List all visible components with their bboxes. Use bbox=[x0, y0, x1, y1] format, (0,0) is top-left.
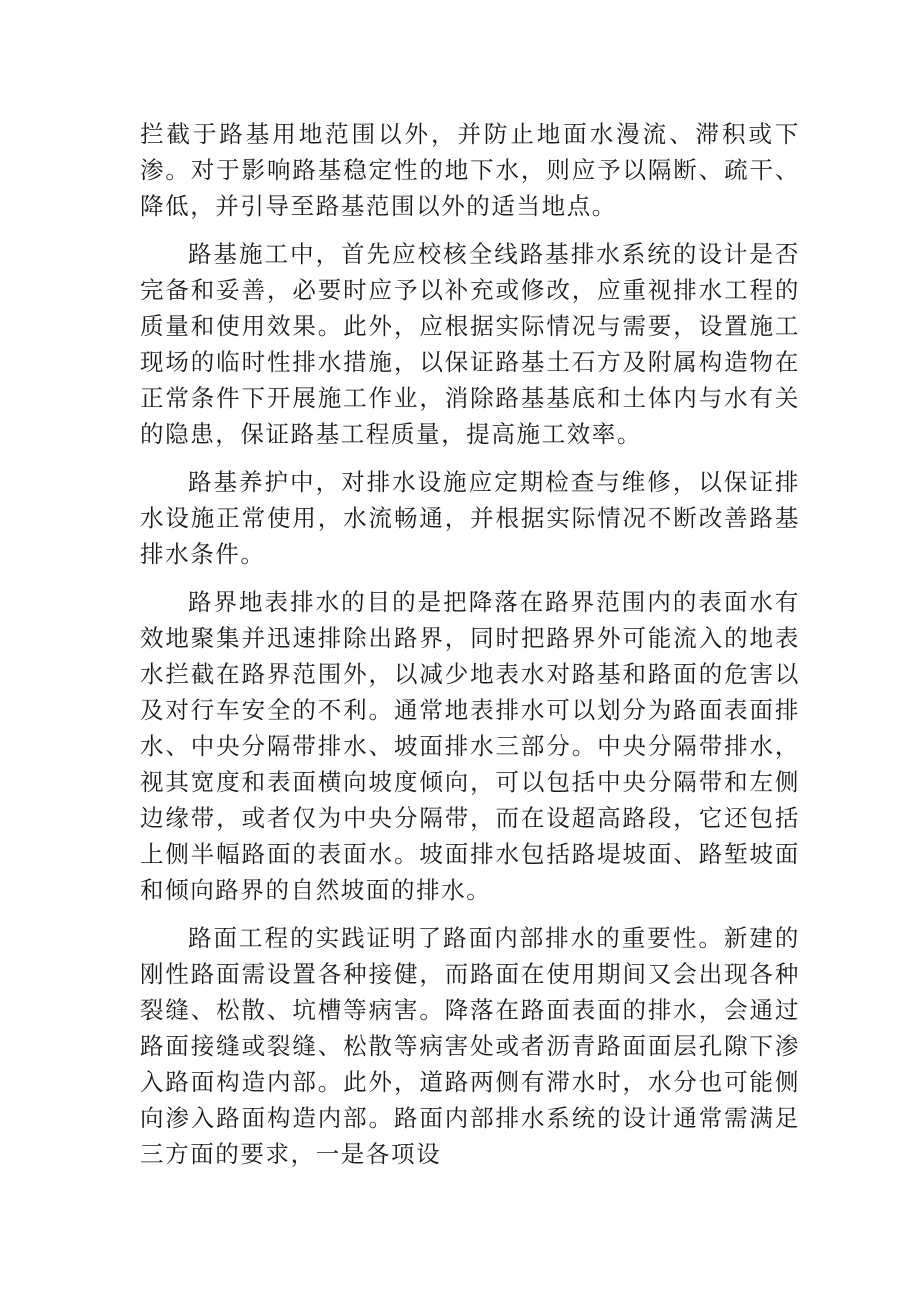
paragraph-1: 拦截于路基用地范围以外，并防止地面水漫流、滞积或下渗。对于影响路基稳定性的地下水，则应予以隔断、疏干、降低，并引导至路基范围以外的适当地点。 bbox=[140, 120, 800, 220]
paragraph-4: 路界地表排水的目的是把降落在路界范围内的表面水有效地聚集并迅速排除出路界，同时把路界外可能流入的地表水拦截在路界范围外，以减少地表水对路基和路面的危害以及对行车安全的不利。通常地表排水可以划分为路面表面排水、中央分隔带排水、坡面排水三部分。中央分隔带排水，视其宽度和表面横向坡度倾向，可以包括中央分隔带和左侧边缘带，或者仅为中央分隔带，而在设超高路段，它还包括上侧半幅路面的表面水。坡面排水包括路堤坡面、路堑坡面和倾向路界的自然坡面的排水。 bbox=[140, 588, 800, 904]
paragraph-3: 路基养护中，对排水设施应定期检查与维修，以保证排水设施正常使用，水流畅通，并根据实际情况不断改善路基排水条件。 bbox=[140, 468, 800, 568]
paragraph-2: 路基施工中，首先应校核全线路基排水系统的设计是否完备和妥善，必要时应予以补充或修改，应重视排水工程的质量和使用效果。此外，应根据实际情况与需要，设置施工现场的临时性排水措施，以保证路基土石方及附属构造物在正常条件下开展施工作业，消除路基基底和土体内与水有关的隐患，保证路基工程质量，提高施工效率。 bbox=[140, 240, 800, 448]
paragraph-5: 路面工程的实践证明了路面内部排水的重要性。新建的刚性路面需设置各种接健，而路面在使用期间又会出现各种裂缝、松散、坑槽等病害。降落在路面表面的排水，会通过路面接缝或裂缝、松散等病害处或者沥青路面面层孔隙下渗入路面构造内部。此外，道路两侧有滞水时，水分也可能侧向渗入路面构造内部。路面内部排水系统的设计通常需满足三方面的要求，一是各项设 bbox=[140, 924, 800, 1168]
